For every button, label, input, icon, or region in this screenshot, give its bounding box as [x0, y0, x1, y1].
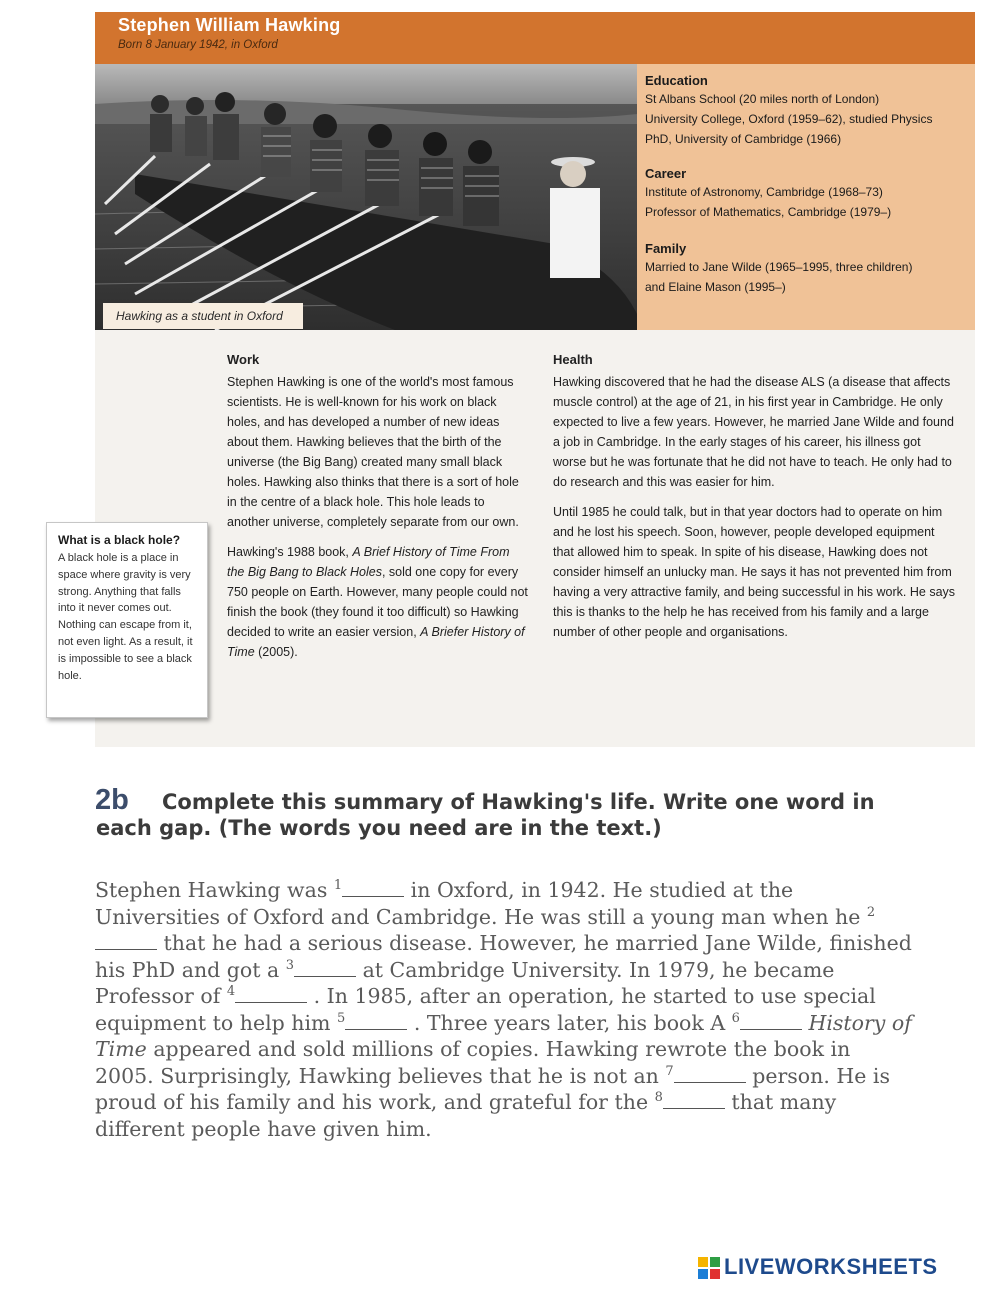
gap-4-input[interactable] [235, 986, 307, 1003]
education-line: St Albans School (20 miles north of London) [645, 92, 880, 106]
family-line: and Elaine Mason (1995–) [645, 280, 786, 294]
sidebar-heading: What is a black hole? [58, 533, 181, 547]
info-panel [637, 64, 975, 330]
summary-segment: Stephen Hawking was [95, 878, 334, 902]
photo-caption: Hawking as a student in Oxford [116, 309, 283, 323]
gap-7-input[interactable] [674, 1066, 746, 1083]
book-title: A Briefer History of Time [227, 625, 525, 659]
gap-2-input[interactable] [95, 933, 157, 950]
liveworksheets-logo-text: LIVEWORKSHEETS [724, 1254, 938, 1279]
summary-segment: . In 1985, after an operation, he started to use special equipment to help him [95, 984, 876, 1035]
summary-segment: that many different people have given him. [95, 1090, 837, 1141]
summary-segment: in Oxford, in 1942. He studied at the Universities of Oxford and Cambridge. He was still a young man when he [95, 878, 867, 929]
work-heading: Work [227, 352, 260, 367]
gap-1-input[interactable] [342, 880, 404, 897]
exercise-instruction [96, 789, 916, 841]
summary-segment: person. He is proud of his family and his work, and grateful for the [95, 1063, 890, 1114]
summary-segment: at Cambridge University. In 1979, he became Professor of [95, 957, 835, 1008]
summary-text [95, 877, 915, 1142]
gap-6-input[interactable] [740, 1013, 802, 1030]
work-paragraph-1: Stephen Hawking is one of the world's most famous scientists. He is well-known for his work on black holes, and has developed a number of new ideas about them. Hawking believes that the birth of the universe (the Big Bang) created many small black holes. Hawking also thinks that there is a sort of hole in the centre of a black hole. This hole leads to another universe, completely separate from our own. [227, 375, 519, 529]
career-heading: Career [645, 166, 687, 181]
summary-segment: . Three years later, his book A [407, 1010, 732, 1035]
family-line: Married to Jane Wilde (1965–1995, three children) [645, 260, 913, 274]
education-line: PhD, University of Cambridge (1966) [645, 132, 842, 146]
work-column [227, 350, 530, 672]
summary-segment: that he had a serious disease. However, he married Jane Wilde, finished his PhD and got a [95, 931, 912, 982]
gap-5-input[interactable] [345, 1013, 407, 1030]
gap-number: 3 [285, 957, 295, 973]
gap-number: 8 [654, 1090, 663, 1106]
health-paragraph-2: Until 1985 he could talk, but in that year doctors had to operate on him and he lost his speech. Soon, however, people developed equipment that allowed him to speak. In spite of his disease, Hawking does not consider himself an unlucky man. He says it has not prevented him from having a very attractive family, and being successful in his work. He says this is thanks to the help he has received from his family and a large number of other people and organisations. [553, 505, 956, 639]
health-paragraph-1: Hawking discovered that he had the disease ALS (a disease that affects muscle control) at the age of 21, in his first year in Cambridge. He only expected to live a few years. However, he married Jane Wilde and found a job in Cambridge. In the early stages of his career, his illness got worse but he was fortunate that he did not have to teach. He only had to do research and this was easier for him. [553, 375, 954, 489]
gap-number: 7 [665, 1063, 674, 1079]
work-text: , sold one copy for every 750 people on Earth. However, many people could not finish the book (they found it too difficult) so Hawking decided to write an easier version, [227, 565, 528, 639]
gap-number: 5 [337, 1010, 346, 1026]
health-heading: Health [553, 352, 593, 367]
exercise-number: 2b [95, 784, 129, 816]
career-line: Institute of Astronomy, Cambridge (1968–73) [645, 185, 883, 199]
gap-3-input[interactable] [294, 960, 356, 977]
gap-8-input[interactable] [663, 1092, 725, 1109]
education-section [645, 72, 932, 149]
gap-number: 1 [333, 878, 343, 894]
page-title: Stephen William Hawking [118, 15, 341, 35]
career-section [645, 165, 891, 222]
work-text: (2005). [254, 645, 298, 659]
summary-segment: appeared and sold millions of copies. Hawking rewrote the book in 2005. Surprisingly, Hawking believes that he is not an [95, 1037, 851, 1088]
black-hole-sidebar [46, 522, 208, 718]
gap-number: 4 [226, 984, 236, 1000]
career-line: Professor of Mathematics, Cambridge (1979–) [645, 205, 892, 219]
birth-info: Born 8 January 1942, in Oxford [118, 39, 278, 51]
book-title: A Brief History of Time From the Big Bang to Black Holes [227, 545, 510, 579]
work-paragraph-2 [227, 542, 530, 662]
sidebar-body: A black hole is a place in space where gravity is very strong. Anything that falls into it never comes out. Nothing can escape from it, not even light. As a result, it is impossible to see a black hole. [58, 552, 193, 682]
rowing-photo [95, 64, 637, 330]
gap-number: 6 [731, 1010, 740, 1026]
gap-number: 2 [866, 904, 876, 920]
family-heading: Family [645, 241, 687, 256]
instruction-text: Complete this summary of Hawking's life. Write one word in each gap. (The words you need are in the text.) [96, 790, 875, 840]
health-column [553, 350, 957, 652]
family-section [645, 240, 912, 297]
education-line: University College, Oxford (1959–62), studied Physics [645, 112, 933, 126]
summary-book-title: History of Time [95, 1010, 912, 1061]
work-text: Hawking's 1988 book, [227, 545, 353, 559]
education-heading: Education [645, 73, 708, 88]
liveworksheets-logo-icon [698, 1257, 720, 1279]
